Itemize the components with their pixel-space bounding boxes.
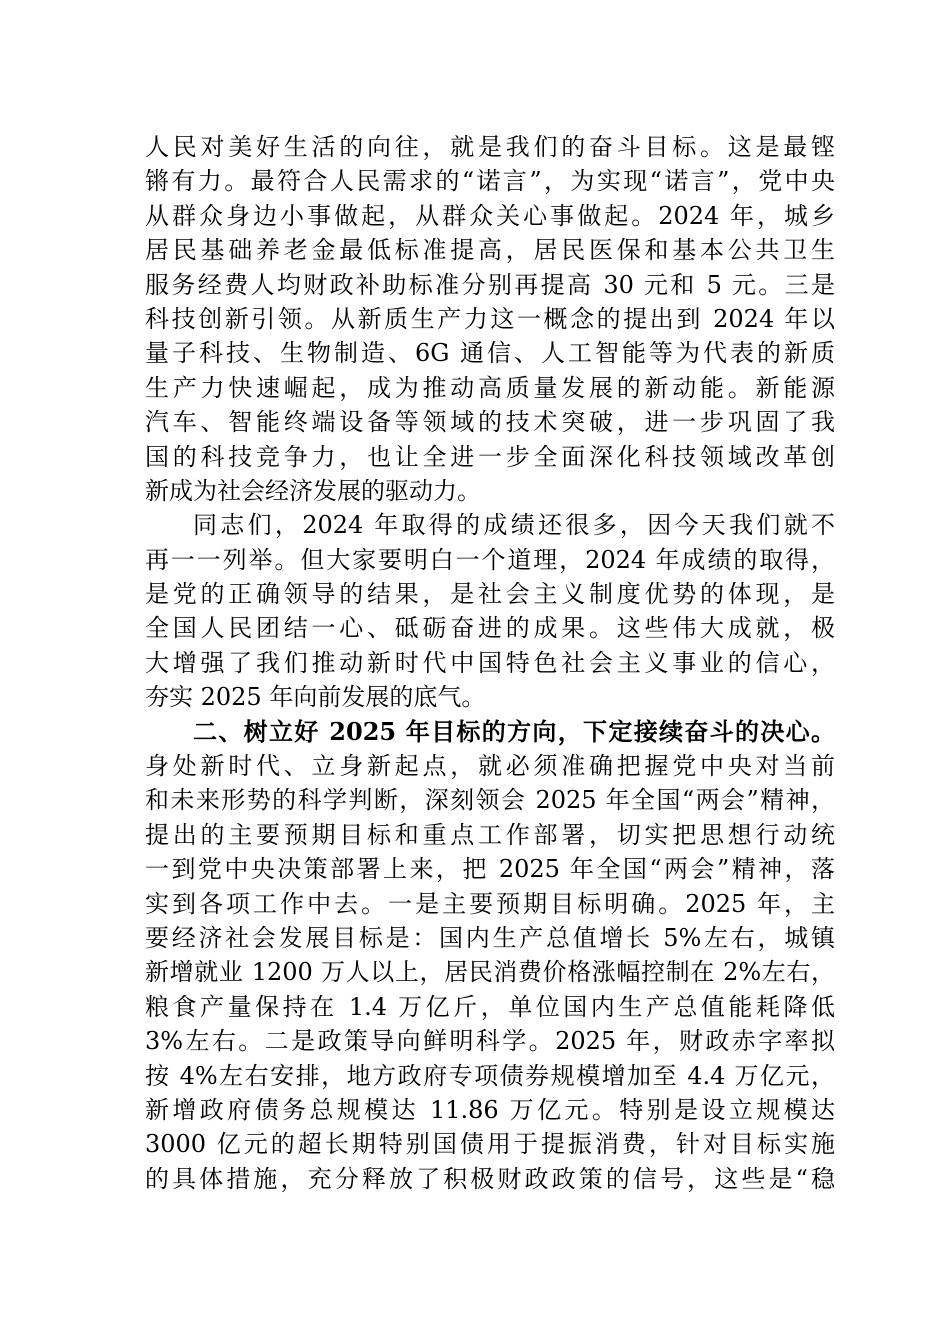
text-line: 新增就业 1200 万人以上，居民消费价格涨幅控制在 2%左右， xyxy=(145,958,835,987)
text-line: 实到各项工作中去。一是主要预期目标明确。2025 年，主 xyxy=(145,889,835,918)
text-line: 的具体措施，充分释放了积极财政政策的信号，这些是“稳 xyxy=(145,1164,835,1193)
text-line: 是党的正确领导的结果，是社会主义制度优势的体现，是 xyxy=(145,580,835,609)
text-line: 锵有力。最符合人民需求的“诺言”，为实现“诺言”，党中央 xyxy=(145,167,835,196)
text-line: 全国人民团结一心、砥砺奋进的成果。这些伟大成就，极 xyxy=(145,614,835,643)
text-line: 3%左右。二是政策导向鲜明科学。2025 年，财政赤字率拟 xyxy=(145,1027,835,1056)
text-line: 汽车、智能终端设备等领域的技术突破，进一步巩固了我 xyxy=(145,408,835,437)
text-line: 量子科技、生物制造、6G 通信、人工智能等为代表的新质 xyxy=(145,339,835,368)
text-line: 从群众身边小事做起，从群众关心事做起。2024 年，城乡 xyxy=(145,201,835,230)
text-line: 再一一列举。但大家要明白一个道理，2024 年成绩的取得， xyxy=(145,545,835,574)
text-line: 科技创新引领。从新质生产力这一概念的提出到 2024 年以 xyxy=(145,304,835,333)
text-line: 夯实 2025 年向前发展的底气。 xyxy=(145,683,486,712)
text-line: 和未来形势的科学判断，深刻领会 2025 年全国“两会”精神， xyxy=(145,786,835,815)
text-line: 粮食产量保持在 1.4 万亿斤，单位国内生产总值能耗降低 xyxy=(145,992,835,1021)
text-line: 3000 亿元的超长期特别国债用于提振消费，针对目标实施 xyxy=(145,1130,835,1159)
text-line: 国的科技竞争力，也让全进一步全面深化科技领域改革创 xyxy=(145,442,835,471)
text-line: 新成为社会经济发展的驱动力。 xyxy=(145,476,481,505)
text-line: 同志们，2024 年取得的成绩还很多，因今天我们就不 xyxy=(193,511,835,540)
text-line: 要经济社会发展目标是：国内生产总值增长 5%左右，城镇 xyxy=(145,923,835,952)
section-heading: 二、树立好 2025 年目标的方向，下定接续奋斗的决心。 xyxy=(193,716,835,746)
text-line: 大增强了我们推动新时代中国特色社会主义事业的信心， xyxy=(145,648,835,677)
text-line: 提出的主要预期目标和重点工作部署，切实把思想行动统 xyxy=(145,820,835,849)
text-line: 人民对美好生活的向往，就是我们的奋斗目标。这是最铿 xyxy=(145,133,835,161)
text-line: 身处新时代、立身新起点，就必须准确把握党中央对当前 xyxy=(145,752,835,781)
text-line: 居民基础养老金最低标准提高，居民医保和基本公共卫生 xyxy=(145,236,835,265)
text-line: 生产力快速崛起，成为推动高质量发展的新动能。新能源 xyxy=(145,373,835,402)
text-line: 一到党中央决策部署上来，把 2025 年全国“两会”精神，落 xyxy=(145,855,835,884)
paragraph-2 xyxy=(145,508,835,714)
paragraph-3 xyxy=(145,715,835,1196)
text-line: 服务经费人均财政补助标准分别再提高 30 元和 5 元。三是 xyxy=(145,270,835,299)
text-line: 新增政府债务总规模达 11.86 万亿元。特别是设立规模达 xyxy=(145,1095,835,1124)
text-line: 按 4%左右安排，地方政府专项债券规模增加至 4.4 万亿元， xyxy=(145,1061,835,1090)
body-text xyxy=(145,130,835,1196)
paragraph-1 xyxy=(145,130,835,508)
